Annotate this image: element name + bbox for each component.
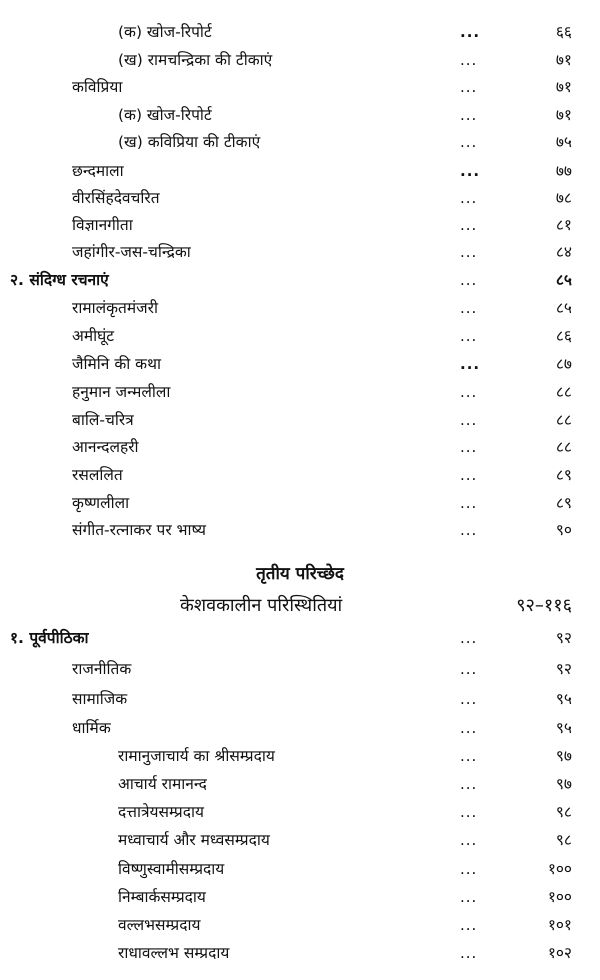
toc-entry	[0, 855, 600, 883]
leader-dots: ...	[460, 438, 478, 456]
toc-entry-label: अमीघूंट	[72, 327, 115, 345]
toc-entry-page: ७७	[555, 162, 572, 180]
toc-entry	[0, 742, 600, 770]
toc-entry	[0, 798, 600, 826]
toc-entry-page: ८८	[555, 411, 572, 429]
toc-entry	[0, 714, 600, 742]
leader-dots: ...	[460, 243, 478, 261]
leader-dots: ...	[460, 133, 478, 151]
toc-entry	[0, 128, 600, 156]
toc-entry-page: ६६	[555, 23, 572, 41]
toc-entry	[0, 911, 600, 939]
toc-entry-label: (ख) रामचन्द्रिका की टीकाएं	[118, 51, 273, 69]
toc-entry-label: आचार्य रामानन्द	[118, 775, 207, 793]
leader-dots: ...	[460, 189, 478, 207]
toc-entry	[0, 883, 600, 911]
toc-entry	[0, 18, 600, 46]
leader-dots: ...	[460, 747, 478, 765]
toc-entry	[0, 826, 600, 854]
toc-entry-label: १. पूर्वपीठिका	[10, 629, 89, 647]
toc-entry	[0, 73, 600, 101]
leader-dots: ...	[460, 162, 481, 180]
leader-dots: ...	[460, 803, 478, 821]
toc-entry-page: ८१	[555, 216, 572, 234]
toc-entry	[0, 516, 600, 544]
toc-entry-label: निम्बार्कसम्प्रदाय	[118, 888, 206, 906]
leader-dots: ...	[460, 494, 478, 512]
toc-entry-page: ९८	[555, 803, 572, 821]
toc-entry	[0, 685, 600, 713]
toc-entry-page: ७१	[555, 78, 572, 96]
toc-entry	[0, 461, 600, 489]
toc-entry-label: वीरसिंहदेवचरित	[72, 189, 160, 207]
toc-entry-page: ७८	[555, 189, 572, 207]
toc-entry-label: धार्मिक	[72, 719, 111, 737]
toc-entry	[0, 350, 600, 378]
toc-entry	[0, 101, 600, 129]
leader-dots: ...	[460, 660, 478, 678]
chapter-title: तृतीय परिच्छेद	[256, 564, 344, 584]
leader-dots: ...	[460, 719, 478, 737]
leader-dots: ...	[460, 271, 478, 289]
toc-entry-page: ७१	[555, 51, 572, 69]
toc-entry-label: हनुमान जन्मलीला	[72, 383, 171, 401]
toc-entry	[0, 294, 600, 322]
leader-dots: ...	[460, 355, 481, 373]
toc-entry-label: संगीत-रत्नाकर पर भाष्य	[72, 521, 207, 539]
toc-entry-page: ९०	[555, 521, 572, 539]
leader-dots: ...	[460, 299, 478, 317]
toc-entry-label: २. संदिग्ध रचनाएं	[10, 271, 109, 289]
chapter-page-range: ९२–११६	[516, 595, 572, 616]
leader-dots: ...	[460, 383, 478, 401]
toc-entry-label: मध्वाचार्य और मध्वसम्प्रदाय	[118, 831, 270, 849]
toc-entry	[0, 46, 600, 74]
leader-dots: ...	[460, 629, 478, 647]
toc-entry-page: ८६	[555, 327, 572, 345]
toc-entry	[0, 939, 600, 967]
leader-dots: ...	[460, 888, 478, 906]
toc-entry-label: विष्णुस्वामीसम्प्रदाय	[118, 860, 225, 878]
toc-entry-label: छन्दमाला	[72, 162, 124, 180]
toc-entry	[0, 211, 600, 239]
toc-entry-label: राधावल्लभ सम्प्रदाय	[118, 944, 230, 962]
leader-dots: ...	[460, 521, 478, 539]
toc-section-heading	[0, 266, 600, 294]
toc-entry	[0, 770, 600, 798]
toc-entry-label: जहांगीर-जस-चन्द्रिका	[72, 243, 191, 261]
chapter-subtitle: केशवकालीन परिस्थितियां	[180, 595, 343, 616]
toc-entry-label: दत्तात्रेयसम्प्रदाय	[118, 803, 204, 821]
leader-dots: ...	[460, 860, 478, 878]
toc-entry-page: ९७	[555, 747, 572, 765]
toc-entry-label: कविप्रिया	[72, 78, 123, 96]
toc-entry-label: रसललित	[72, 466, 123, 484]
toc-entry-page: ८९	[555, 466, 572, 484]
toc-entry-label: वल्लभसम्प्रदाय	[118, 916, 201, 934]
leader-dots: ...	[460, 690, 478, 708]
leader-dots: ...	[460, 775, 478, 793]
toc-section-heading	[0, 624, 600, 652]
toc-entry-page: १०१	[547, 916, 572, 934]
leader-dots: ...	[460, 466, 478, 484]
toc-entry-page: १०२	[547, 944, 572, 962]
toc-entry-page: ८७	[555, 355, 572, 373]
toc-entry-label: विज्ञानगीता	[72, 216, 133, 234]
toc-entry-label: (ख) कविप्रिया की टीकाएं	[118, 133, 261, 151]
toc-entry	[0, 378, 600, 406]
toc-entry	[0, 433, 600, 461]
toc-entry-label: आनन्दलहरी	[72, 438, 139, 456]
toc-entry	[0, 655, 600, 683]
toc-entry-label: (क) खोज-रिपोर्ट	[118, 23, 212, 41]
toc-entry-page: ९२	[555, 629, 572, 647]
toc-entry-page: १००	[547, 860, 572, 878]
toc-entry-label: कृष्णलीला	[72, 494, 130, 512]
toc-entry-page: ८८	[555, 383, 572, 401]
leader-dots: ...	[460, 831, 478, 849]
toc-entry-page: ८९	[555, 494, 572, 512]
toc-entry-label: (क) खोज-रिपोर्ट	[118, 106, 212, 124]
leader-dots: ...	[460, 23, 481, 41]
toc-entry-page: ८८	[555, 438, 572, 456]
toc-entry-page: ९८	[555, 831, 572, 849]
toc-entry-page: ७१	[555, 106, 572, 124]
toc-entry-page: १००	[547, 888, 572, 906]
leader-dots: ...	[460, 916, 478, 934]
toc-entry-page: ९७	[555, 775, 572, 793]
toc-entry-label: सामाजिक	[72, 690, 128, 708]
toc-entry-page: ८४	[555, 243, 572, 261]
leader-dots: ...	[460, 78, 478, 96]
toc-entry-page: ७५	[555, 133, 572, 151]
leader-dots: ...	[460, 51, 478, 69]
toc-entry-label: राजनीतिक	[72, 660, 132, 678]
leader-dots: ...	[460, 216, 478, 234]
toc-entry-label: रामालंकृतमंजरी	[72, 299, 159, 317]
toc-entry	[0, 489, 600, 517]
toc-entry-label: जैमिनि की कथा	[72, 355, 161, 373]
toc-entry-page: ९५	[555, 719, 572, 737]
toc-entry	[0, 184, 600, 212]
leader-dots: ...	[460, 944, 478, 962]
toc-entry	[0, 238, 600, 266]
toc-entry	[0, 322, 600, 350]
leader-dots: ...	[460, 106, 478, 124]
toc-entry	[0, 406, 600, 434]
leader-dots: ...	[460, 327, 478, 345]
leader-dots: ...	[460, 411, 478, 429]
toc-entry-label: बालि-चरित्र	[72, 411, 134, 429]
toc-entry	[0, 157, 600, 185]
toc-entry-label: रामानुजाचार्य का श्रीसम्प्रदाय	[118, 747, 275, 765]
toc-entry-page: ८५	[555, 271, 572, 289]
toc-entry-page: ८५	[555, 299, 572, 317]
toc-entry-page: ९५	[555, 690, 572, 708]
toc-entry-page: ९२	[555, 660, 572, 678]
